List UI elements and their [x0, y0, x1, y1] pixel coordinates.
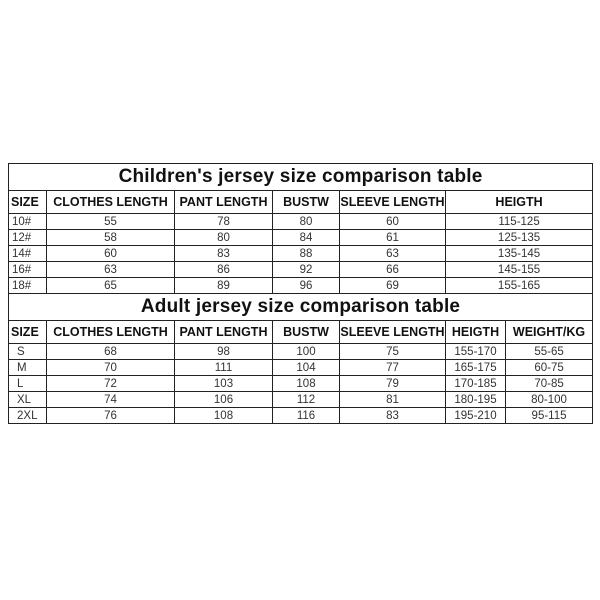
adult-cell-bustw: 100: [273, 344, 340, 360]
adult-cell-sleeve-length: 77: [340, 360, 446, 376]
children-header-height: HEIGTH: [446, 191, 593, 214]
adult-cell-height: 195-210: [446, 408, 506, 424]
adult-cell-bustw: 116: [273, 408, 340, 424]
adult-cell-pant-length: 98: [175, 344, 273, 360]
children-cell-height: 155-165: [446, 278, 593, 294]
children-row: [9, 214, 593, 230]
children-header-clothes-length: CLOTHES LENGTH: [47, 191, 175, 214]
adult-cell-sleeve-length: 75: [340, 344, 446, 360]
children-cell-bustw: 96: [273, 278, 340, 294]
adult-cell-size: M: [9, 360, 47, 376]
adult-cell-height: 155-170: [446, 344, 506, 360]
children-cell-pant-length: 83: [175, 246, 273, 262]
children-header-size: SIZE: [9, 191, 47, 214]
adult-cell-sleeve-length: 79: [340, 376, 446, 392]
adult-row: [9, 344, 593, 360]
children-cell-clothes-length: 63: [47, 262, 175, 278]
adult-cell-sleeve-length: 81: [340, 392, 446, 408]
children-table-title: Children's jersey size comparison table: [9, 164, 593, 191]
adult-cell-pant-length: 106: [175, 392, 273, 408]
children-cell-clothes-length: 55: [47, 214, 175, 230]
children-header-sleeve-length: SLEEVE LENGTH: [340, 191, 446, 214]
children-cell-pant-length: 86: [175, 262, 273, 278]
adult-header-clothes-length: CLOTHES LENGTH: [47, 321, 175, 344]
adult-cell-pant-length: 103: [175, 376, 273, 392]
adult-cell-height: 170-185: [446, 376, 506, 392]
adult-row: [9, 408, 593, 424]
adult-row: [9, 392, 593, 408]
children-cell-sleeve-length: 61: [340, 230, 446, 246]
children-cell-sleeve-length: 60: [340, 214, 446, 230]
children-cell-clothes-length: 60: [47, 246, 175, 262]
adult-row: [9, 376, 593, 392]
children-cell-size: 16#: [9, 262, 47, 278]
children-cell-size: 10#: [9, 214, 47, 230]
adult-header-row: [9, 321, 593, 344]
children-cell-size: 14#: [9, 246, 47, 262]
adult-cell-clothes-length: 76: [47, 408, 175, 424]
children-cell-size: 12#: [9, 230, 47, 246]
adult-cell-sleeve-length: 83: [340, 408, 446, 424]
children-header-pant-length: PANT LENGTH: [175, 191, 273, 214]
children-cell-size: 18#: [9, 278, 47, 294]
children-header-row: [9, 191, 593, 214]
children-cell-bustw: 80: [273, 214, 340, 230]
adult-cell-clothes-length: 70: [47, 360, 175, 376]
adult-cell-weight: 60-75: [506, 360, 593, 376]
adult-table-title: Adult jersey size comparison table: [9, 294, 593, 321]
adult-header-size: SIZE: [9, 321, 47, 344]
children-cell-height: 145-155: [446, 262, 593, 278]
size-chart: [8, 163, 592, 424]
children-title-row: [9, 164, 593, 191]
adult-cell-weight: 80-100: [506, 392, 593, 408]
children-row: [9, 246, 593, 262]
children-cell-pant-length: 78: [175, 214, 273, 230]
children-cell-bustw: 88: [273, 246, 340, 262]
adult-cell-clothes-length: 72: [47, 376, 175, 392]
children-cell-height: 125-135: [446, 230, 593, 246]
adult-cell-size: 2XL: [9, 408, 47, 424]
adult-header-height: HEIGTH: [446, 321, 506, 344]
size-comparison-table: [8, 163, 593, 424]
adult-cell-bustw: 112: [273, 392, 340, 408]
children-row: [9, 262, 593, 278]
children-row: [9, 230, 593, 246]
children-cell-sleeve-length: 66: [340, 262, 446, 278]
children-cell-sleeve-length: 63: [340, 246, 446, 262]
children-cell-clothes-length: 58: [47, 230, 175, 246]
adult-cell-height: 165-175: [446, 360, 506, 376]
adult-cell-pant-length: 108: [175, 408, 273, 424]
adult-cell-clothes-length: 74: [47, 392, 175, 408]
children-cell-pant-length: 89: [175, 278, 273, 294]
adult-cell-weight: 70-85: [506, 376, 593, 392]
children-cell-bustw: 84: [273, 230, 340, 246]
adult-cell-weight: 55-65: [506, 344, 593, 360]
adult-cell-size: XL: [9, 392, 47, 408]
children-cell-height: 115-125: [446, 214, 593, 230]
adult-row: [9, 360, 593, 376]
adult-cell-weight: 95-115: [506, 408, 593, 424]
children-header-bustw: BUSTW: [273, 191, 340, 214]
adult-cell-clothes-length: 68: [47, 344, 175, 360]
adult-header-pant-length: PANT LENGTH: [175, 321, 273, 344]
adult-header-bustw: BUSTW: [273, 321, 340, 344]
children-cell-sleeve-length: 69: [340, 278, 446, 294]
adult-title-row: [9, 294, 593, 321]
children-cell-pant-length: 80: [175, 230, 273, 246]
adult-cell-bustw: 108: [273, 376, 340, 392]
children-cell-height: 135-145: [446, 246, 593, 262]
adult-cell-size: S: [9, 344, 47, 360]
children-cell-clothes-length: 65: [47, 278, 175, 294]
adult-cell-size: L: [9, 376, 47, 392]
adult-cell-height: 180-195: [446, 392, 506, 408]
adult-cell-pant-length: 111: [175, 360, 273, 376]
children-row: [9, 278, 593, 294]
adult-header-weight: WEIGHT/KG: [506, 321, 593, 344]
adult-header-sleeve-length: SLEEVE LENGTH: [340, 321, 446, 344]
children-cell-bustw: 92: [273, 262, 340, 278]
adult-cell-bustw: 104: [273, 360, 340, 376]
